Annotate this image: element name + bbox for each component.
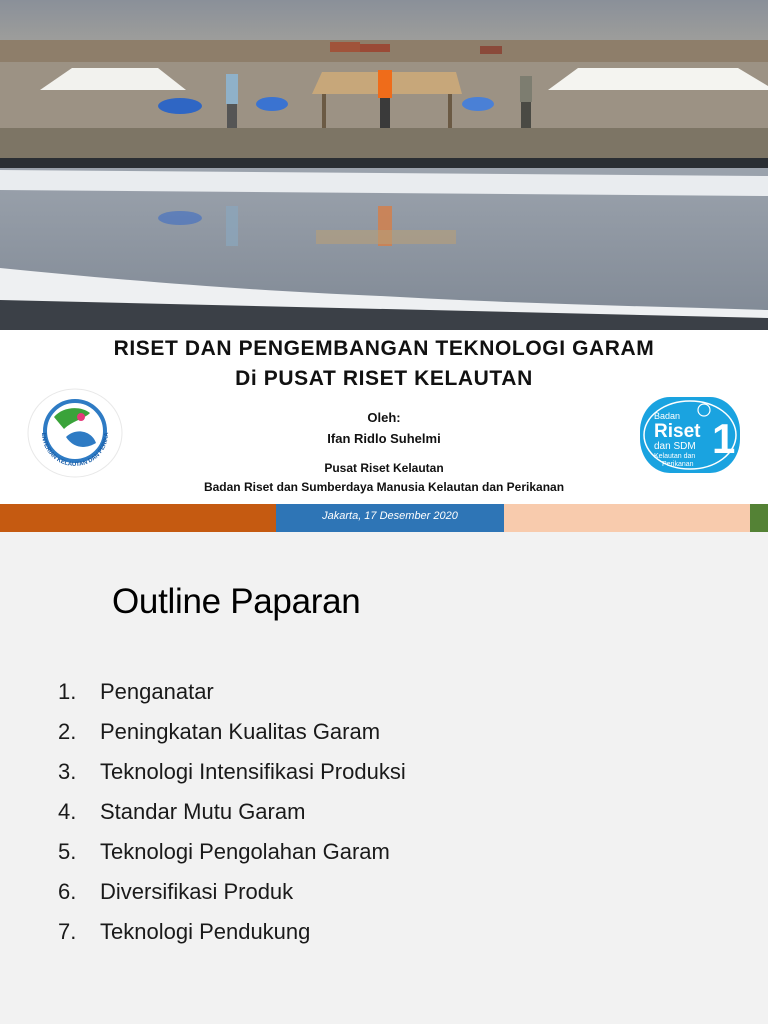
band-green <box>750 504 768 532</box>
presentation-date: Jakarta, 17 Desember 2020 <box>322 510 458 522</box>
list-item-label: Teknologi Pendukung <box>100 919 311 944</box>
kkp-logo <box>26 387 124 479</box>
list-item-number: 1. <box>58 679 77 704</box>
list-item-number: 2. <box>58 719 77 744</box>
kkp-logo-text: ENTERIAN KELAUTAN DAN PERIKA <box>39 432 111 469</box>
band-peach <box>504 504 750 532</box>
brsdm-line-4: Kelautan dan <box>654 453 696 460</box>
list-item-label: Teknologi Intensifikasi Produksi <box>100 759 406 784</box>
brsdm-number: 1 <box>712 415 736 462</box>
list-item <box>58 752 406 792</box>
title-line-2: Di PUSAT RISET KELAUTAN <box>235 367 533 390</box>
institution-line-1: Pusat Riset Kelautan <box>324 461 444 475</box>
brsdm-line-3: dan SDM <box>654 441 696 452</box>
list-item <box>58 792 406 832</box>
list-item <box>58 672 406 712</box>
brsdm-line-5: Perikanan <box>662 461 694 468</box>
list-item-number: 4. <box>58 799 77 824</box>
title-block <box>0 334 768 394</box>
list-item-number: 6. <box>58 879 77 904</box>
brsdm-line-2: Riset <box>654 421 701 442</box>
list-item-number: 7. <box>58 919 77 944</box>
outline-slide <box>0 532 768 1024</box>
by-label: Oleh: <box>367 410 401 425</box>
list-item-number: 5. <box>58 839 77 864</box>
outline-title: Outline Paparan <box>112 582 361 621</box>
outline-list <box>58 672 406 952</box>
list-item-label: Penganatar <box>100 679 214 704</box>
list-item <box>58 712 406 752</box>
institution-line-2: Badan Riset dan Sumberdaya Manusia Kelautan dan Perikanan <box>203 480 565 494</box>
list-item <box>58 872 406 912</box>
salt-pond-photo <box>0 0 768 330</box>
brsdm-line-1: Badan <box>654 411 681 421</box>
list-item-label: Peningkatan Kualitas Garam <box>100 719 381 744</box>
list-item-label: Teknologi Pengolahan Garam <box>100 839 390 864</box>
band-orange <box>0 504 276 532</box>
brsdm-logo <box>640 397 740 473</box>
list-item-label: Diversifikasi Produk <box>100 879 294 904</box>
author-name: Ifan Ridlo Suhelmi <box>327 431 441 446</box>
list-item-number: 3. <box>58 759 77 784</box>
list-item-label: Standar Mutu Garam <box>100 799 306 824</box>
list-item <box>58 912 406 952</box>
title-line-1: RISET DAN PENGEMBANGAN TEKNOLOGI GARAM <box>113 337 655 360</box>
list-item <box>58 832 406 872</box>
